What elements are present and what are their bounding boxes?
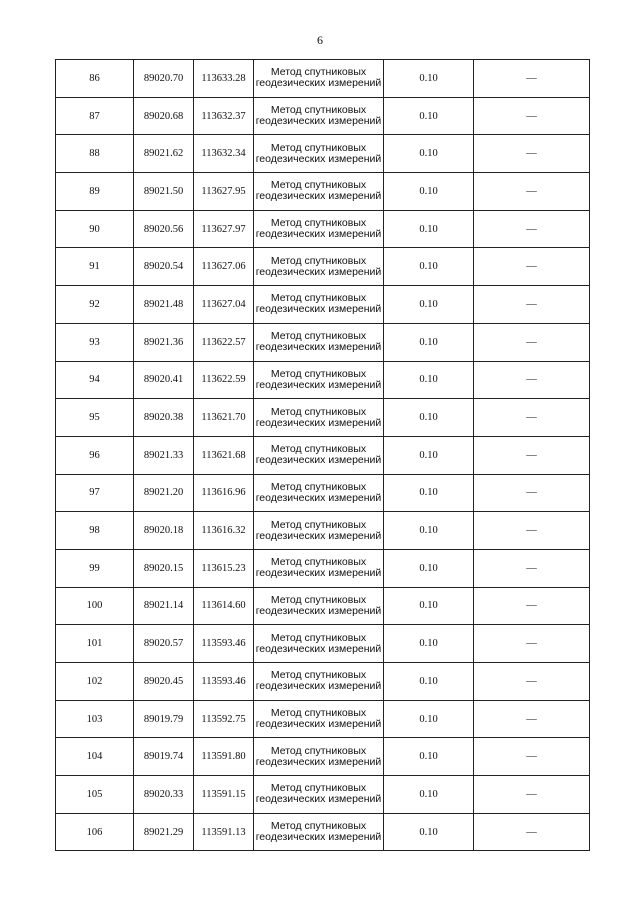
x-coordinate-cell: 89019.79 bbox=[134, 700, 194, 738]
method-cell bbox=[254, 813, 384, 851]
x-coordinate-cell: 89021.33 bbox=[134, 436, 194, 474]
y-coordinate-cell: 113614.60 bbox=[194, 587, 254, 625]
x-coordinate-cell: 89020.33 bbox=[134, 776, 194, 814]
description-cell: — bbox=[474, 135, 590, 173]
method-text-line: Метод спутниковых bbox=[270, 669, 367, 682]
description-cell: — bbox=[474, 399, 590, 437]
point-number-cell: 94 bbox=[56, 361, 134, 399]
y-coordinate-cell: 113627.97 bbox=[194, 210, 254, 248]
description-cell: — bbox=[474, 474, 590, 512]
accuracy-cell: 0.10 bbox=[384, 173, 474, 211]
method-text-line: Метод спутниковых bbox=[270, 141, 367, 154]
accuracy-cell: 0.10 bbox=[384, 323, 474, 361]
point-number-cell: 106 bbox=[56, 813, 134, 851]
accuracy-cell: 0.10 bbox=[384, 248, 474, 286]
description-cell: — bbox=[474, 549, 590, 587]
y-coordinate-cell: 113591.13 bbox=[194, 813, 254, 851]
method-text-line: геодезических измерений bbox=[255, 491, 382, 504]
x-coordinate-cell: 89020.56 bbox=[134, 210, 194, 248]
point-number-cell: 88 bbox=[56, 135, 134, 173]
accuracy-cell: 0.10 bbox=[384, 625, 474, 663]
description-cell: — bbox=[474, 286, 590, 324]
method-cell bbox=[254, 625, 384, 663]
point-number-cell: 89 bbox=[56, 173, 134, 211]
accuracy-cell: 0.10 bbox=[384, 97, 474, 135]
point-number-cell: 90 bbox=[56, 210, 134, 248]
method-cell bbox=[254, 549, 384, 587]
table-row bbox=[56, 97, 590, 135]
x-coordinate-cell: 89020.15 bbox=[134, 549, 194, 587]
method-text-line: геодезических измерений bbox=[255, 755, 382, 768]
accuracy-cell: 0.10 bbox=[384, 512, 474, 550]
method-text-line: геодезических измерений bbox=[255, 303, 382, 316]
method-text-line: Метод спутниковых bbox=[270, 443, 367, 456]
y-coordinate-cell: 113591.15 bbox=[194, 776, 254, 814]
description-cell: — bbox=[474, 738, 590, 776]
y-coordinate-cell: 113591.80 bbox=[194, 738, 254, 776]
method-cell bbox=[254, 97, 384, 135]
x-coordinate-cell: 89020.57 bbox=[134, 625, 194, 663]
method-cell bbox=[254, 286, 384, 324]
method-text-line: геодезических измерений bbox=[255, 642, 382, 655]
x-coordinate-cell: 89020.70 bbox=[134, 60, 194, 98]
method-text-line: Метод спутниковых bbox=[270, 480, 367, 493]
method-text-line: геодезических измерений bbox=[255, 680, 382, 693]
x-coordinate-cell: 89021.48 bbox=[134, 286, 194, 324]
table-row bbox=[56, 474, 590, 512]
accuracy-cell: 0.10 bbox=[384, 738, 474, 776]
method-text-line: геодезических измерений bbox=[255, 152, 382, 165]
x-coordinate-cell: 89020.45 bbox=[134, 663, 194, 701]
y-coordinate-cell: 113616.32 bbox=[194, 512, 254, 550]
y-coordinate-cell: 113627.04 bbox=[194, 286, 254, 324]
description-cell: — bbox=[474, 210, 590, 248]
table-row bbox=[56, 248, 590, 286]
description-cell: — bbox=[474, 587, 590, 625]
method-cell bbox=[254, 436, 384, 474]
y-coordinate-cell: 113622.57 bbox=[194, 323, 254, 361]
method-text-line: Метод спутниковых bbox=[270, 330, 367, 343]
y-coordinate-cell: 113627.06 bbox=[194, 248, 254, 286]
table-row bbox=[56, 700, 590, 738]
method-cell bbox=[254, 587, 384, 625]
table-row bbox=[56, 399, 590, 437]
table-row bbox=[56, 286, 590, 324]
description-cell: — bbox=[474, 248, 590, 286]
method-cell bbox=[254, 776, 384, 814]
x-coordinate-cell: 89021.50 bbox=[134, 173, 194, 211]
point-number-cell: 99 bbox=[56, 549, 134, 587]
description-cell: — bbox=[474, 361, 590, 399]
point-number-cell: 102 bbox=[56, 663, 134, 701]
description-cell: — bbox=[474, 323, 590, 361]
description-cell: — bbox=[474, 60, 590, 98]
y-coordinate-cell: 113621.70 bbox=[194, 399, 254, 437]
method-cell bbox=[254, 173, 384, 211]
method-text-line: геодезических измерений bbox=[255, 378, 382, 391]
method-text-line: Метод спутниковых bbox=[270, 631, 367, 644]
method-text-line: геодезических измерений bbox=[255, 341, 382, 354]
point-number-cell: 98 bbox=[56, 512, 134, 550]
method-cell bbox=[254, 248, 384, 286]
point-number-cell: 96 bbox=[56, 436, 134, 474]
method-text-line: Метод спутниковых bbox=[270, 556, 367, 569]
accuracy-cell: 0.10 bbox=[384, 663, 474, 701]
method-text-line: геодезических измерений bbox=[255, 567, 382, 580]
method-text-line: Метод спутниковых bbox=[270, 104, 367, 117]
point-number-cell: 104 bbox=[56, 738, 134, 776]
point-number-cell: 105 bbox=[56, 776, 134, 814]
x-coordinate-cell: 89021.29 bbox=[134, 813, 194, 851]
y-coordinate-cell: 113632.34 bbox=[194, 135, 254, 173]
accuracy-cell: 0.10 bbox=[384, 399, 474, 437]
method-text-line: Метод спутниковых bbox=[270, 707, 367, 720]
accuracy-cell: 0.10 bbox=[384, 700, 474, 738]
description-cell: — bbox=[474, 625, 590, 663]
accuracy-cell: 0.10 bbox=[384, 549, 474, 587]
table-row bbox=[56, 738, 590, 776]
y-coordinate-cell: 113592.75 bbox=[194, 700, 254, 738]
y-coordinate-cell: 113621.68 bbox=[194, 436, 254, 474]
table-row bbox=[56, 60, 590, 98]
accuracy-cell: 0.10 bbox=[384, 436, 474, 474]
accuracy-cell: 0.10 bbox=[384, 474, 474, 512]
table-row bbox=[56, 135, 590, 173]
table-row bbox=[56, 663, 590, 701]
accuracy-cell: 0.10 bbox=[384, 776, 474, 814]
point-number-cell: 101 bbox=[56, 625, 134, 663]
method-cell bbox=[254, 135, 384, 173]
y-coordinate-cell: 113593.46 bbox=[194, 663, 254, 701]
x-coordinate-cell: 89021.20 bbox=[134, 474, 194, 512]
table-row bbox=[56, 436, 590, 474]
point-number-cell: 103 bbox=[56, 700, 134, 738]
table-row bbox=[56, 549, 590, 587]
method-cell bbox=[254, 663, 384, 701]
page-number: 6 bbox=[317, 33, 323, 47]
method-cell bbox=[254, 512, 384, 550]
method-text-line: геодезических измерений bbox=[255, 77, 382, 90]
x-coordinate-cell: 89021.62 bbox=[134, 135, 194, 173]
point-number-cell: 92 bbox=[56, 286, 134, 324]
y-coordinate-cell: 113622.59 bbox=[194, 361, 254, 399]
table-row bbox=[56, 323, 590, 361]
method-text-line: Метод спутниковых bbox=[270, 820, 367, 833]
method-text-line: геодезических измерений bbox=[255, 529, 382, 542]
x-coordinate-cell: 89021.14 bbox=[134, 587, 194, 625]
x-coordinate-cell: 89020.18 bbox=[134, 512, 194, 550]
coordinates-table bbox=[55, 59, 590, 851]
accuracy-cell: 0.10 bbox=[384, 587, 474, 625]
table-row bbox=[56, 587, 590, 625]
table-row bbox=[56, 210, 590, 248]
x-coordinate-cell: 89021.36 bbox=[134, 323, 194, 361]
point-number-cell: 91 bbox=[56, 248, 134, 286]
method-text-line: геодезических измерений bbox=[255, 115, 382, 128]
table-row bbox=[56, 173, 590, 211]
point-number-cell: 100 bbox=[56, 587, 134, 625]
description-cell: — bbox=[474, 813, 590, 851]
method-cell bbox=[254, 361, 384, 399]
y-coordinate-cell: 113593.46 bbox=[194, 625, 254, 663]
table-row bbox=[56, 813, 590, 851]
table-row bbox=[56, 361, 590, 399]
table-row bbox=[56, 776, 590, 814]
method-cell bbox=[254, 210, 384, 248]
method-text-line: геодезических измерений bbox=[255, 190, 382, 203]
method-text-line: геодезических измерений bbox=[255, 718, 382, 731]
method-text-line: геодезических измерений bbox=[255, 793, 382, 806]
method-text-line: Метод спутниковых bbox=[270, 744, 367, 757]
method-text-line: Метод спутниковых bbox=[270, 66, 367, 79]
method-text-line: Метод спутниковых bbox=[270, 782, 367, 795]
method-cell bbox=[254, 474, 384, 512]
method-text-line: геодезических измерений bbox=[255, 265, 382, 278]
method-cell bbox=[254, 60, 384, 98]
table-row bbox=[56, 625, 590, 663]
method-cell bbox=[254, 700, 384, 738]
y-coordinate-cell: 113632.37 bbox=[194, 97, 254, 135]
method-text-line: Метод спутниковых bbox=[270, 217, 367, 230]
method-text-line: Метод спутниковых bbox=[270, 593, 367, 606]
method-text-line: Метод спутниковых bbox=[270, 405, 367, 418]
method-cell bbox=[254, 738, 384, 776]
point-number-cell: 93 bbox=[56, 323, 134, 361]
description-cell: — bbox=[474, 173, 590, 211]
description-cell: — bbox=[474, 97, 590, 135]
description-cell: — bbox=[474, 663, 590, 701]
x-coordinate-cell: 89020.41 bbox=[134, 361, 194, 399]
method-text-line: Метод спутниковых bbox=[270, 518, 367, 531]
y-coordinate-cell: 113633.28 bbox=[194, 60, 254, 98]
accuracy-cell: 0.10 bbox=[384, 361, 474, 399]
accuracy-cell: 0.10 bbox=[384, 813, 474, 851]
x-coordinate-cell: 89019.74 bbox=[134, 738, 194, 776]
method-text-line: Метод спутниковых bbox=[270, 292, 367, 305]
point-number-cell: 97 bbox=[56, 474, 134, 512]
method-text-line: геодезических измерений bbox=[255, 454, 382, 467]
x-coordinate-cell: 89020.54 bbox=[134, 248, 194, 286]
method-text-line: Метод спутниковых bbox=[270, 179, 367, 192]
method-cell bbox=[254, 399, 384, 437]
method-text-line: геодезических измерений bbox=[255, 228, 382, 241]
accuracy-cell: 0.10 bbox=[384, 135, 474, 173]
description-cell: — bbox=[474, 512, 590, 550]
description-cell: — bbox=[474, 436, 590, 474]
accuracy-cell: 0.10 bbox=[384, 60, 474, 98]
x-coordinate-cell: 89020.38 bbox=[134, 399, 194, 437]
method-text-line: геодезических измерений bbox=[255, 831, 382, 844]
x-coordinate-cell: 89020.68 bbox=[134, 97, 194, 135]
point-number-cell: 86 bbox=[56, 60, 134, 98]
y-coordinate-cell: 113627.95 bbox=[194, 173, 254, 211]
point-number-cell: 95 bbox=[56, 399, 134, 437]
table-row bbox=[56, 512, 590, 550]
accuracy-cell: 0.10 bbox=[384, 210, 474, 248]
method-text-line: Метод спутниковых bbox=[270, 254, 367, 267]
method-cell bbox=[254, 323, 384, 361]
description-cell: — bbox=[474, 776, 590, 814]
coordinates-table-body bbox=[56, 60, 590, 851]
point-number-cell: 87 bbox=[56, 97, 134, 135]
method-text-line: геодезических измерений bbox=[255, 604, 382, 617]
accuracy-cell: 0.10 bbox=[384, 286, 474, 324]
y-coordinate-cell: 113615.23 bbox=[194, 549, 254, 587]
y-coordinate-cell: 113616.96 bbox=[194, 474, 254, 512]
method-text-line: геодезических измерений bbox=[255, 416, 382, 429]
method-text-line: Метод спутниковых bbox=[270, 367, 367, 380]
description-cell: — bbox=[474, 700, 590, 738]
